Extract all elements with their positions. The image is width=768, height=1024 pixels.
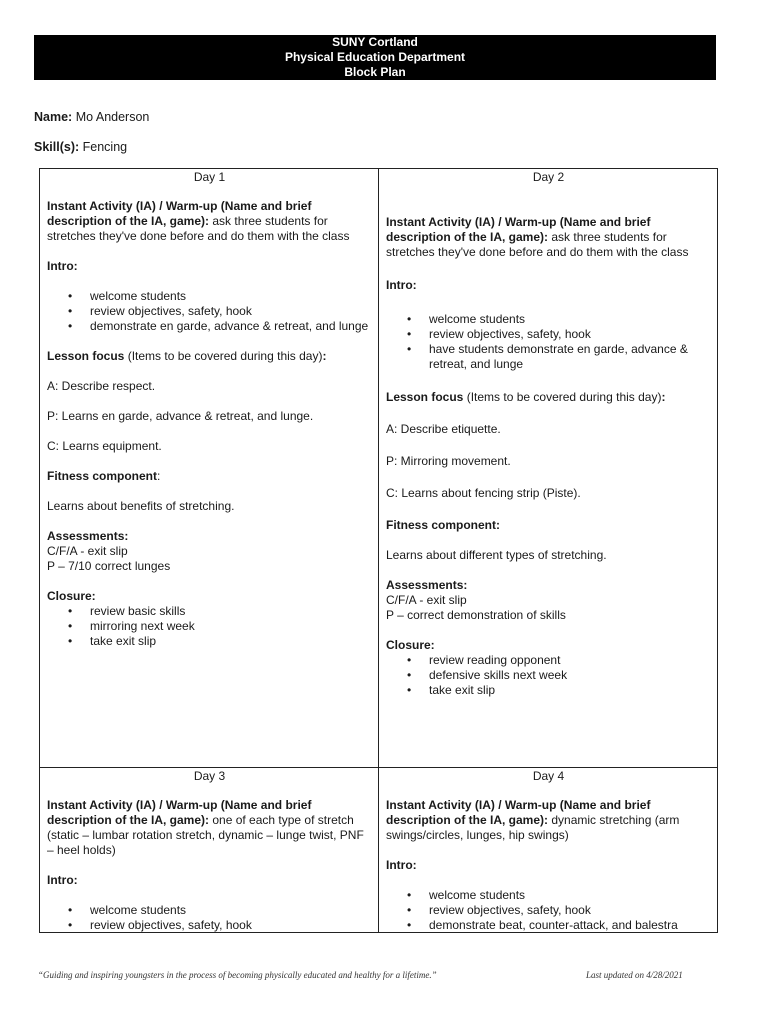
fitness-text: Learns about different types of stretching. (386, 548, 607, 562)
list-item: • welcome students (90, 289, 372, 304)
lesson-focus-heading: Lesson focus (Items to be covered during this day): (386, 390, 666, 404)
footer-motto: “Guiding and inspiring youngsters in the process of becoming physically educated and healthy for a lifetime.” (38, 970, 437, 980)
skill-value: Fencing (82, 140, 128, 154)
fitness-label: Fitness component (386, 518, 497, 532)
assessments-label: Assessments: (47, 529, 129, 543)
closure-label: Closure: (47, 589, 96, 603)
list-item: • demonstrate en garde, advance & retreat, and lunge (90, 319, 372, 334)
ia-label: Instant Activity (IA) / Warm-up (Name and brief description of the IA, game): (47, 199, 312, 228)
day-title: Day 2 (532, 170, 565, 184)
day-cell-4 (379, 768, 718, 933)
closure-list (386, 653, 711, 698)
lesson-focus-heading: Lesson focus (Items to be covered during this day): (47, 349, 327, 363)
assessment-item: C/F/A - exit slip (47, 544, 128, 558)
focus-affective: A: Describe etiquette. (386, 422, 501, 436)
day-cell-3 (40, 768, 379, 933)
day-title: Day 1 (193, 170, 226, 184)
list-item: • review objectives, safety, hook (429, 903, 711, 918)
assessment-item: P – correct demonstration of skills (386, 608, 566, 622)
intro-list (47, 289, 372, 334)
ia-text: dynamic stretching (arm swings/circles, lunges, hip swings) (386, 813, 680, 842)
list-item: • review objectives, safety, hook (90, 304, 372, 319)
ia-block (47, 199, 372, 244)
day-title: Day 4 (532, 769, 565, 783)
assessment-item: C/F/A - exit slip (386, 593, 467, 607)
table-row (40, 768, 718, 933)
ia-label: Instant Activity (IA) / Warm-up (Name and brief description of the IA, game): (47, 798, 312, 827)
list-item: • review objectives, safety, hook (429, 327, 711, 342)
fitness-text: Learns about benefits of stretching. (47, 499, 235, 513)
list-item: • take exit slip (90, 634, 372, 649)
focus-affective: A: Describe respect. (47, 379, 156, 393)
list-item: • mirroring next week (90, 619, 372, 634)
intro-list (47, 903, 372, 932)
header-institution: SUNY Cortland (332, 35, 418, 49)
list-item: • welcome students (429, 312, 711, 327)
list-item: • welcome students (90, 903, 372, 918)
list-item: • defensive skills next week (429, 668, 711, 683)
list-item: • review reading opponent (429, 653, 711, 668)
fitness-heading: Fitness component: (47, 469, 161, 483)
lesson-focus-label: Lesson focus (47, 349, 125, 363)
intro-list (386, 312, 711, 372)
block-plan-table (39, 168, 718, 933)
header-doc-type: Block Plan (344, 65, 406, 79)
document-header (34, 35, 716, 80)
ia-block (386, 215, 711, 260)
closure-label: Closure: (386, 638, 435, 652)
intro-label: Intro: (47, 873, 78, 887)
table-row (40, 169, 718, 768)
list-item: • review basic skills (90, 604, 372, 619)
ia-block (47, 798, 372, 858)
intro-list (386, 888, 711, 932)
list-item: • have students demonstrate en garde, advance & retreat, and lunge (429, 342, 711, 372)
skill-line (34, 140, 127, 154)
name-label: Name: (34, 110, 73, 124)
assessment-item: P – 7/10 correct lunges (47, 559, 171, 573)
day-cell-2 (379, 169, 718, 768)
lesson-focus-note: (Items to be covered during this day) (466, 390, 662, 404)
ia-text: one of each type of stretch (static – lumbar rotation stretch, dynamic – lunge twist, PNF – heel holds) (47, 813, 364, 857)
fitness-label: Fitness component (47, 469, 158, 483)
ia-block (386, 798, 711, 843)
footer-last-updated: Last updated on 4/28/2021 (586, 970, 683, 980)
ia-text: ask three students for stretches they've done before and do them with the class (386, 230, 689, 259)
list-item: • welcome students (429, 888, 711, 903)
fitness-heading: Fitness component: (386, 518, 501, 532)
focus-cognitive: C: Learns about fencing strip (Piste). (386, 486, 581, 500)
day-title: Day 3 (193, 769, 226, 783)
assessments-label: Assessments: (386, 578, 468, 592)
intro-label: Intro: (386, 858, 417, 872)
list-item: • demonstrate beat, counter-attack, and balestra (429, 918, 711, 932)
skill-label: Skill(s): (34, 140, 80, 154)
name-line (34, 110, 149, 124)
focus-psychomotor: P: Mirroring movement. (386, 454, 511, 468)
closure-list (47, 604, 372, 649)
name-value: Mo Anderson (75, 110, 150, 124)
focus-cognitive: C: Learns equipment. (47, 439, 162, 453)
intro-label: Intro: (386, 278, 417, 292)
lesson-focus-note: (Items to be covered during this day) (127, 349, 323, 363)
focus-psychomotor: P: Learns en garde, advance & retreat, and lunge. (47, 409, 314, 423)
list-item: • take exit slip (429, 683, 711, 698)
lesson-focus-label: Lesson focus (386, 390, 464, 404)
ia-text: ask three students for stretches they've done before and do them with the class (47, 214, 350, 243)
ia-label: Instant Activity (IA) / Warm-up (Name and brief description of the IA, game): (386, 215, 651, 244)
list-item: • review objectives, safety, hook (90, 918, 372, 932)
day-cell-1 (40, 169, 379, 768)
header-department: Physical Education Department (284, 50, 466, 64)
intro-label: Intro: (47, 259, 78, 273)
ia-label: Instant Activity (IA) / Warm-up (Name and brief description of the IA, game): (386, 798, 651, 827)
